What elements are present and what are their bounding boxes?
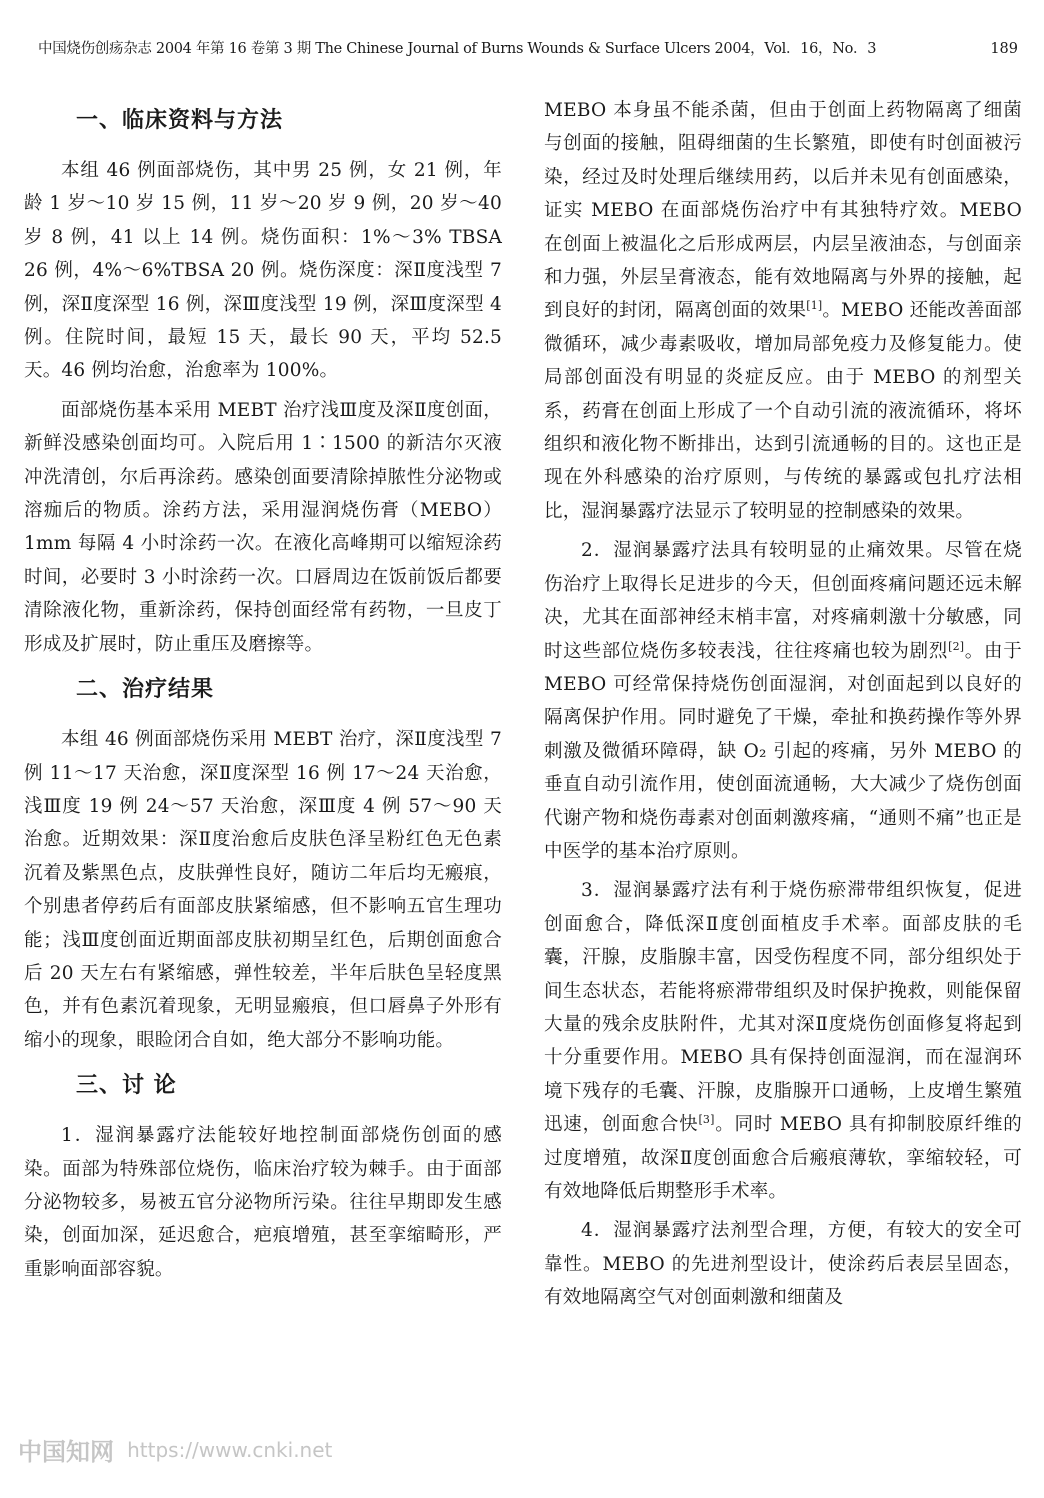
citation-ref-2[interactable]: [2] — [948, 639, 965, 653]
discussion-point-3 — [544, 874, 1022, 1208]
discussion-point-4: 4．湿润暴露疗法剂型合理，方便，有较大的安全可靠性。MEBO 的先进剂型设计，使涂药后表层呈固态，有效地隔离空气对创面刺激和细菌及 — [544, 1220, 1022, 1309]
methods-paragraph-2: 面部烧伤基本采用 MEBT 治疗浅Ⅲ度及深Ⅱ度创面，新鲜没感染创面均可。入院后用 1∶1500 的新洁尔灭液冲洗清创，尔后再涂药。感染创面要清除掉脓性分泌物或溶痂后的物质。涂药方法，采用湿润烧伤膏（MEBO）1mm 每隔 4 小时涂药一次。在液化高峰期可以缩短涂药时间，必要时 3 小时涂药一次。口唇周边在饭前饭后都要清除液化物，重新涂药，保持创面经常有药物，一旦皮丁形成及扩展时，防止重压及磨擦等。 — [24, 399, 502, 655]
section-title-results: 二、治疗结果 — [76, 677, 215, 703]
paragraph-text: 3．湿润暴露疗法有利于烧伤瘀滞带组织恢复，促进创面愈合，降低深Ⅱ度创面植皮手术率。面部皮肤的毛囊，汗腺，皮脂腺丰富，因受伤程度不同，部分组织处于间生态状态，若能将瘀滞带组织及时保护挽救，则能保留大量的残余皮肤附件，尤其对深Ⅱ度烧伤创面修复将起到十分重要作用。MEBO 具有保持创面湿润，而在湿润环境下残存的毛囊、汗腺，皮脂腺开口通畅，上皮增生繁殖迅速，创面愈合快 — [544, 880, 1022, 1136]
results-paragraph: 本组 46 例面部烧伤采用 MEBT 治疗，深Ⅱ度浅型 7 例 11～17 天治愈，深Ⅱ度深型 16 例 17～24 天治愈，浅Ⅲ度 19 例 24～57 天治愈，深Ⅲ度 4 例 57～90 天治愈。近期效果：深Ⅱ度治愈后皮肤色泽呈粉红色无色素沉着及紫黑色点，皮肤弹性良好，随访二年后均无瘢痕，个别患者停药后有面部皮肤紧缩感，但不影响五官生理功能；浅Ⅲ度创面近期面部皮肤初期呈红色，后期创面愈合后 20 天左右有紧缩感，弹性较差，半年后肤色呈轻度黑色，并有色素沉着现象，无明显瘢痕，但口唇鼻子外形有缩小的现象，眼睑闭合自如，绝大部分不影响功能。 — [24, 729, 503, 1051]
cnki-url: https://www.cnki.net — [127, 1437, 333, 1462]
citation-ref-3[interactable]: [3] — [698, 1113, 715, 1127]
section-title-discussion: 三、讨 论 — [76, 1073, 177, 1099]
page-number: 189 — [990, 41, 1018, 57]
running-header — [38, 38, 1018, 60]
paragraph-text: 2．湿润暴露疗法具有较明显的止痛效果。尽管在烧伤治疗上取得长足进步的今天，但创面疼痛问题还远未解决，尤其在面部神经末梢丰富，对疼痛刺激十分敏感，同时这些部位烧伤多较表浅，往往疼痛也较为剧烈 — [544, 540, 1022, 662]
paragraph-text: 。同时 MEBO 具有抑制胶原纤维的过度增殖，故深Ⅱ度创面愈合后瘢痕薄软，挛缩较轻，可有效地降低后期整形手术率。 — [544, 1114, 1022, 1202]
discussion-continued-paragraph — [544, 94, 1022, 528]
cnki-logo: 中国知网 — [18, 1438, 114, 1466]
right-column — [544, 94, 1022, 1321]
methods-paragraph-1: 本组 46 例面部烧伤，其中男 25 例，女 21 例，年龄 1 岁～10 岁 15 例，11 岁～20 岁 9 例，20 岁～40 岁 8 例，41 以上 14 例。烧伤面积：1%～3% TBSA 26 例，4%～6%TBSA 20 例。烧伤深度：深Ⅱ度浅型 7 例，深Ⅱ度深型 16 例，深Ⅲ度浅型 19 例，深Ⅲ度深型 4 例。住院时间，最短 15 天，最长 90 天，平均 52.5 天。46 例均治愈，治愈率为 100%。 — [24, 160, 502, 382]
citation-ref-1[interactable]: [1] — [806, 299, 823, 313]
left-column — [24, 94, 502, 1292]
paragraph-text: 。由于 MEBO 可经常保持烧伤创面湿润，对创面起到以良好的隔离保护作用。同时避免了干燥，牵扯和换药操作等外界刺激及微循环障碍，缺 O₂ 引起的疼痛，另外 MEBO 的垂直自动引流作用，使创面流通畅，大大减少了烧伤创面代谢产物和烧伤毒素对创面刺激疼痛，“通则不痛”也正是中医学的基本治疗原则。 — [544, 640, 1022, 862]
paragraph-text: 。MEBO 还能改善面部微循环，减少毒素吸收，增加局部免疫力及修复能力。使局部创面没有明显的炎症反应。由于 MEBO 的剂型关系，药膏在创面上形成了一个自动引流的液流循环，将坏组织和液化物不断排出，达到引流通畅的目的。这也正是现在外科感染的治疗原则，与传统的暴露或包扎疗法相比，湿润暴露疗法显示了较明显的控制感染的效果。 — [544, 300, 1022, 522]
section-title-methods: 一、临床资料与方法 — [76, 108, 284, 133]
journal-citation: 中国烧伤创疡杂志 2004 年第 16 卷第 3 期 The Chinese Journal of Burns Wounds & Surface Ulcers 2004，Vol．16，No．3 — [38, 41, 877, 57]
discussion-paragraph-1: 1．湿润暴露疗法能较好地控制面部烧伤创面的感染。面部为特殊部位烧伤，临床治疗较为棘手。由于面部分泌物较多，易被五官分泌物所污染。往往早期即发生感染，创面加深，延迟愈合，疤痕增殖，甚至挛缩畸形，严重影响面部容貌。 — [24, 1125, 502, 1280]
paragraph-text: MEBO 本身虽不能杀菌，但由于创面上药物隔离了细菌与创面的接触，阻碍细菌的生长繁殖，即使有时创面被污染，经过及时处理后继续用药，以后并未见有创面感染，证实 MEBO 在面部烧伤治疗中有其独特疗效。MEBO 在创面上被温化之后形成两层，内层呈液油态，与创面亲和力强，外层呈膏液态，能有效地隔离与外界的接触，起到良好的封闭，隔离创面的效果 — [544, 100, 1022, 322]
cnki-watermark — [18, 1432, 332, 1466]
discussion-point-2 — [544, 534, 1022, 868]
